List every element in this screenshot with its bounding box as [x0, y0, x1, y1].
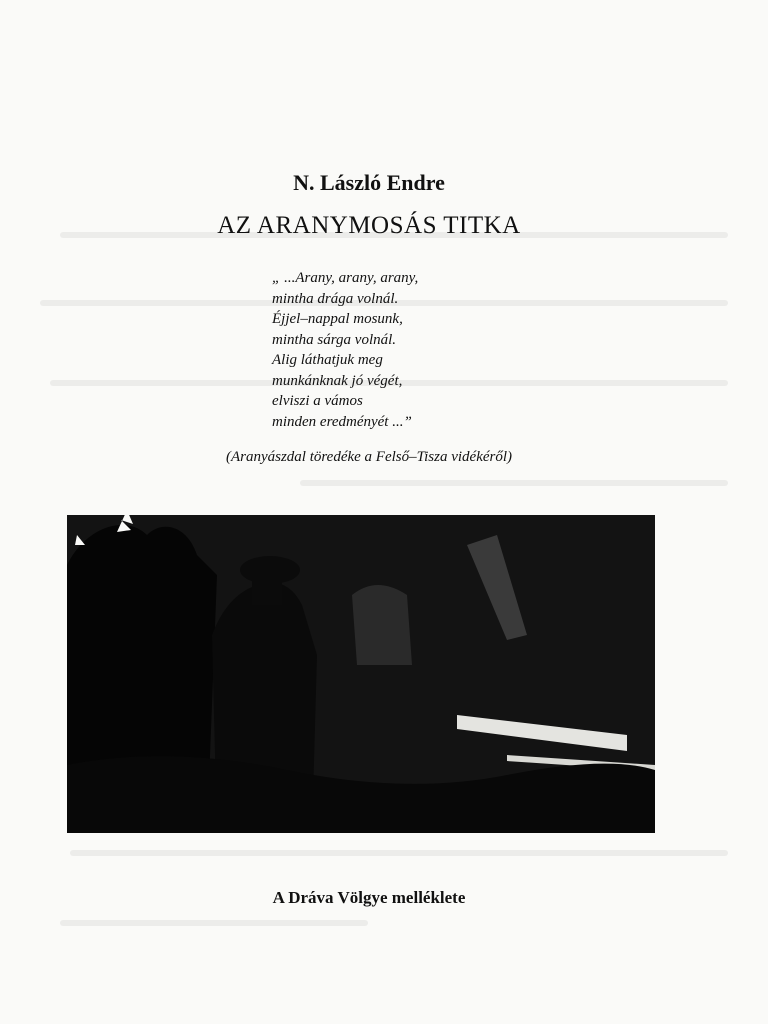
figure-head	[252, 575, 282, 605]
second-figure	[352, 585, 412, 665]
poem-line: elviszi a vámos	[272, 393, 363, 409]
author-name: N. László Endre	[293, 170, 445, 195]
gold-panning-illustration	[67, 515, 655, 833]
bleed-through-text	[300, 480, 728, 486]
bleed-through-text	[70, 850, 728, 856]
poem-line: Alig láthatjuk meg	[272, 352, 383, 368]
poem-line: Éjjel–nappal mosunk,	[272, 311, 403, 327]
supplement-caption: A Dráva Völgye melléklete	[272, 888, 466, 907]
poem-line: minden eredményét ...”	[272, 413, 412, 430]
poem-source: (Aranyászdal töredéke a Felső–Tisza vidékéről)	[225, 449, 513, 465]
poem-line: „ ...Arany, arany, arany,	[272, 270, 419, 286]
poem-line: mintha drága volnál.	[272, 290, 399, 307]
bleed-through-text	[60, 920, 368, 926]
article-title: AZ ARANYMOSÁS TITKA	[217, 212, 521, 239]
poem-quote	[272, 268, 418, 432]
poem-line: munkánknak jó végét,	[272, 372, 403, 389]
poem-line: mintha sárga volnál.	[272, 331, 397, 348]
